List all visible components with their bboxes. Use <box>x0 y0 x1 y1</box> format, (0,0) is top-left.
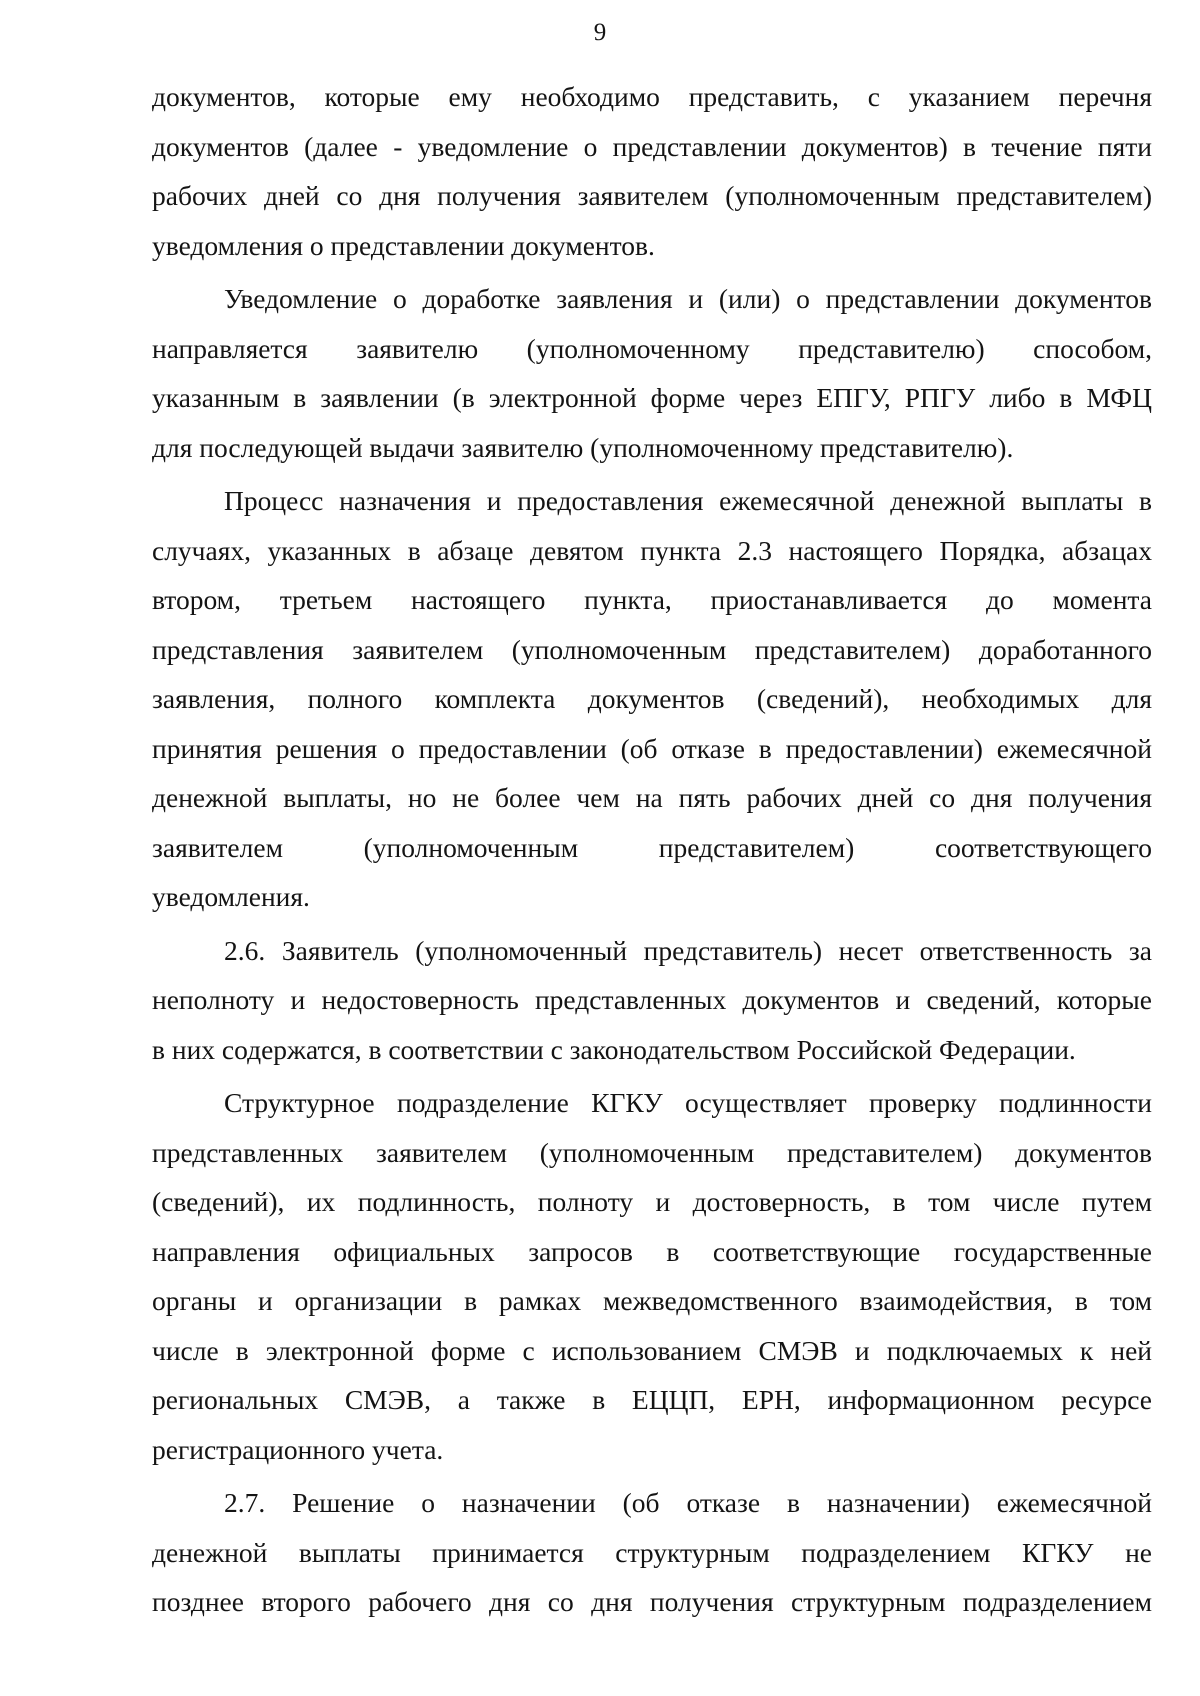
text-line: денежной выплаты, но не более чем на пять рабочих дней со дня получения <box>152 782 1152 813</box>
text-line: Процесс назначения и предоставления ежемесячной денежной выплаты в <box>224 485 1152 516</box>
text-line: представления заявителем (уполномоченным представителем) доработанного <box>152 633 1152 665</box>
text-line: указанным в заявлении (в электронной форме через ЕПГУ, РПГУ либо в МФЦ <box>152 382 1152 413</box>
text-line: представленных заявителем (уполномоченным представителем) документов <box>152 1136 1152 1168</box>
text-line: (сведений), их подлинность, полноту и достоверность, в том числе путем <box>152 1186 1152 1217</box>
text-line: направления официальных запросов в соответствующие государственные <box>152 1235 1152 1267</box>
paragraph <box>152 72 1152 270</box>
text-line: заявления, полного комплекта документов (сведений), необходимых для <box>152 683 1152 714</box>
text-line: 2.7. Решение о назначении (об отказе в назначении) ежемесячной <box>224 1487 1152 1518</box>
text-line: принятия решения о предоставлении (об отказе в предоставлении) ежемесячной <box>152 732 1152 764</box>
paragraph <box>152 1478 1152 1627</box>
text-line: регистрационного учета. <box>152 1433 444 1465</box>
text-line: позднее второго рабочего дня со дня получения структурным подразделением <box>152 1586 1152 1617</box>
text-line: региональных СМЭВ, а также в ЕЦЦП, ЕРН, информационном ресурсе <box>152 1384 1152 1415</box>
text-line: органы и организации в рамках межведомственного взаимодействия, в том <box>152 1285 1152 1316</box>
text-line: для последующей выдачи заявителю (уполномоченному представителю). <box>152 431 1014 463</box>
text-line: втором, третьем настоящего пункта, приостанавливается до момента <box>152 584 1152 615</box>
text-line: заявителем (уполномоченным представителем) соответствующего <box>152 831 1152 863</box>
text-line: 2.6. Заявитель (уполномоченный представитель) несет ответственность за <box>224 934 1152 966</box>
text-line: уведомления. <box>152 881 310 912</box>
paragraph <box>152 274 1152 472</box>
text-line: документов (далее - уведомление о представлении документов) в течение пяти <box>152 130 1152 162</box>
text-line: направляется заявителю (уполномоченному представителю) способом, <box>152 332 1152 364</box>
text-line: неполноту и недостоверность представленных документов и сведений, которые <box>152 984 1152 1015</box>
text-line: в них содержатся, в соответствии с законодательством Российской Федерации. <box>152 1033 1076 1065</box>
text-line: денежной выплаты принимается структурным подразделением КГКУ не <box>152 1536 1152 1568</box>
text-line: рабочих дней со дня получения заявителем (уполномоченным представителем) <box>152 180 1152 211</box>
text-line: документов, которые ему необходимо представить, с указанием перечня <box>152 81 1152 112</box>
text-line: случаях, указанных в абзаце девятом пункта 2.3 настоящего Порядка, абзацах <box>152 534 1152 566</box>
text-line: уведомления о представлении документов. <box>152 229 655 261</box>
text-line: числе в электронной форме с использованием СМЭВ и подключаемых к ней <box>152 1334 1152 1366</box>
text-line: Уведомление о доработке заявления и (или) о представлении документов <box>224 283 1152 314</box>
paragraph <box>152 1078 1152 1474</box>
text-line: Структурное подразделение КГКУ осуществляет проверку подлинности <box>224 1087 1152 1118</box>
paragraph <box>152 926 1152 1075</box>
page-number: 9 <box>593 19 607 46</box>
document-body <box>152 72 1152 1627</box>
paragraph <box>152 476 1152 922</box>
